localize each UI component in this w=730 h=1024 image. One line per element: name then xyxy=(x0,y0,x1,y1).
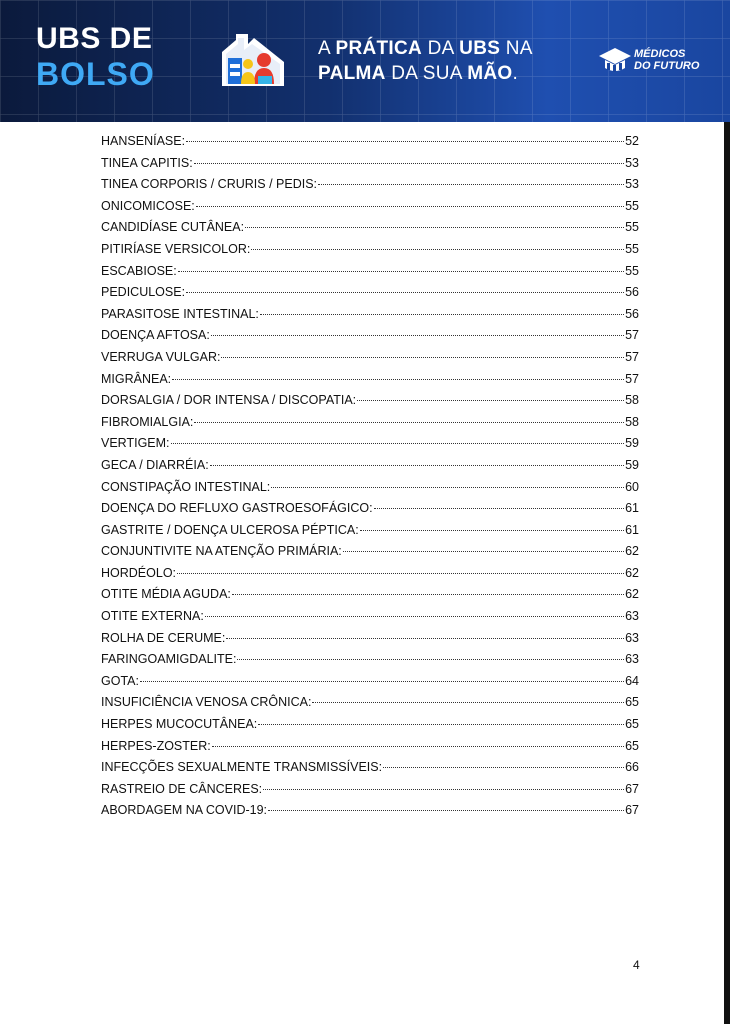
toc-entry-label: HERPES-ZOSTER: xyxy=(101,738,211,753)
toc-entry[interactable] xyxy=(101,199,639,221)
toc-entry-label: FIBROMIALGIA: xyxy=(101,414,194,429)
toc-entry[interactable] xyxy=(101,480,639,502)
toc-entry[interactable] xyxy=(101,177,639,199)
toc-entry[interactable] xyxy=(101,350,639,372)
toc-dot-leader xyxy=(251,248,624,250)
toc-entry-page: 52 xyxy=(625,134,639,148)
toc-entry-label: PEDICULOSE: xyxy=(101,285,186,300)
toc-entry[interactable] xyxy=(101,782,639,804)
toc-entry-page: 53 xyxy=(625,155,639,170)
toc-entry-label: FARINGOAMIGDALITE: xyxy=(101,652,237,667)
toc-dot-leader xyxy=(172,378,624,380)
toc-entry-page: 62 xyxy=(625,565,639,580)
toc-entry-page: 63 xyxy=(625,609,639,624)
toc-entry[interactable] xyxy=(101,501,639,523)
toc-entry[interactable] xyxy=(101,544,639,566)
toc-entry-label: DORSALGIA / DOR INTENSA / DISCOPATIA: xyxy=(101,393,357,408)
banner-tagline xyxy=(318,36,578,86)
brand-title xyxy=(36,22,155,92)
toc-dot-leader xyxy=(205,615,624,617)
toc-entry-label: MIGRÂNEA: xyxy=(101,371,172,386)
toc-entry-page: 55 xyxy=(625,241,639,256)
toc-entry-page: 55 xyxy=(625,220,639,235)
toc-entry-page: 64 xyxy=(625,673,639,688)
toc-dot-leader xyxy=(210,464,624,466)
toc-entry[interactable] xyxy=(101,566,639,588)
toc-entry-page: 53 xyxy=(625,177,639,192)
tagline-part: NA xyxy=(500,38,533,59)
toc-entry[interactable] xyxy=(101,739,639,761)
toc-dot-leader xyxy=(343,550,624,552)
toc-dot-leader xyxy=(360,529,624,531)
toc-entry[interactable] xyxy=(101,458,639,480)
toc-entry-page: 59 xyxy=(625,457,639,472)
toc-entry-page: 67 xyxy=(625,781,639,796)
toc-dot-leader xyxy=(212,745,624,747)
toc-dot-leader xyxy=(221,356,624,358)
toc-entry[interactable] xyxy=(101,674,639,696)
toc-entry-label: ROLHA DE CERUME: xyxy=(101,630,226,645)
toc-entry[interactable] xyxy=(101,695,639,717)
toc-entry[interactable] xyxy=(101,760,639,782)
toc-dot-leader xyxy=(211,334,624,336)
toc-dot-leader xyxy=(237,658,624,660)
toc-entry-label: HERPES MUCOCUTÂNEA: xyxy=(101,717,258,732)
toc-entry-page: 61 xyxy=(625,522,639,537)
tagline-part: A xyxy=(318,38,336,59)
toc-entry-page: 65 xyxy=(625,695,639,710)
toc-entry-page: 58 xyxy=(625,414,639,429)
toc-entry-label: ABORDAGEM NA COVID-19: xyxy=(101,803,268,818)
toc-entry-label: PITIRÍASE VERSICOLOR: xyxy=(101,241,251,256)
toc-dot-leader xyxy=(260,313,624,315)
toc-entry-page: 58 xyxy=(625,393,639,408)
toc-entry-page: 65 xyxy=(625,738,639,753)
toc-entry-label: TINEA CAPITIS: xyxy=(101,155,193,170)
toc-dot-leader xyxy=(194,421,624,423)
toc-dot-leader xyxy=(357,399,624,401)
toc-entry-page: 59 xyxy=(625,436,639,451)
toc-dot-leader xyxy=(263,788,624,790)
toc-entry-label: GECA / DIARRÉIA: xyxy=(101,457,209,472)
toc-dot-leader xyxy=(318,183,624,185)
toc-entry[interactable] xyxy=(101,436,639,458)
toc-entry-page: 57 xyxy=(625,328,639,343)
toc-entry[interactable] xyxy=(101,156,639,178)
toc-entry-label: GOTA: xyxy=(101,673,139,688)
toc-entry-page: 60 xyxy=(625,479,639,494)
toc-entry-label: GASTRITE / DOENÇA ULCEROSA PÉPTICA: xyxy=(101,522,359,537)
toc-dot-leader xyxy=(186,140,624,142)
toc-entry[interactable] xyxy=(101,264,639,286)
toc-dot-leader xyxy=(271,486,624,488)
toc-entry[interactable] xyxy=(101,372,639,394)
tagline-part: MÃO xyxy=(467,63,513,84)
toc-entry-page: 55 xyxy=(625,198,639,213)
toc-entry-label: OTITE EXTERNA: xyxy=(101,609,204,624)
partner-name xyxy=(634,48,699,72)
page-edge-bar xyxy=(724,122,730,1024)
toc-entry[interactable] xyxy=(101,307,639,329)
toc-entry-label: INSUFICIÊNCIA VENOSA CRÔNICA: xyxy=(101,695,312,710)
toc-entry[interactable] xyxy=(101,242,639,264)
graduation-cap-icon xyxy=(598,46,632,76)
toc-dot-leader xyxy=(196,205,624,207)
toc-dot-leader xyxy=(258,723,624,725)
brand-title-line2: BOLSO xyxy=(36,56,155,92)
toc-dot-leader xyxy=(383,766,624,768)
tagline-part: . xyxy=(512,63,519,84)
toc-entry-label: HORDÉOLO: xyxy=(101,565,177,580)
partner-name-line1: MÉDICOS xyxy=(634,48,686,60)
toc-dot-leader xyxy=(312,701,624,703)
toc-dot-leader xyxy=(232,593,624,595)
toc-entry-label: VERTIGEM: xyxy=(101,436,170,451)
toc-entry-page: 61 xyxy=(625,501,639,516)
toc-entry-page: 62 xyxy=(625,587,639,602)
toc-entry[interactable] xyxy=(101,393,639,415)
toc-entry-label: OTITE MÉDIA AGUDA: xyxy=(101,587,231,602)
toc-entry[interactable] xyxy=(101,285,639,307)
toc-dot-leader xyxy=(268,809,624,811)
tagline-part: DA SUA xyxy=(385,63,468,84)
toc-entry-page: 66 xyxy=(625,760,639,775)
toc-dot-leader xyxy=(374,507,625,509)
toc-entry-page: 63 xyxy=(625,652,639,667)
toc-entry-label: CANDIDÍASE CUTÂNEA: xyxy=(101,220,245,235)
toc-entry-label: DOENÇA AFTOSA: xyxy=(101,328,210,343)
toc-entry[interactable] xyxy=(101,134,639,156)
house-people-logo-icon xyxy=(218,30,288,90)
toc-entry[interactable] xyxy=(101,652,639,674)
toc-entry[interactable] xyxy=(101,631,639,653)
toc-entry-label: ESCABIOSE: xyxy=(101,263,177,278)
toc-entry-page: 55 xyxy=(625,263,639,278)
toc-entry[interactable] xyxy=(101,328,639,350)
toc-dot-leader xyxy=(194,162,624,164)
toc-entry-label: TINEA CORPORIS / CRURIS / PEDIS: xyxy=(101,177,318,192)
toc-entry-label: RASTREIO DE CÂNCERES: xyxy=(101,781,263,796)
tagline-part: PRÁTICA xyxy=(335,38,423,59)
tagline-part: DA xyxy=(422,38,460,59)
toc-entry-page: 56 xyxy=(625,285,639,300)
toc-entry-label: ONICOMICOSE: xyxy=(101,198,195,213)
toc-entry[interactable] xyxy=(101,587,639,609)
toc-dot-leader xyxy=(186,291,624,293)
toc-entry-label: HANSENÍASE: xyxy=(101,134,186,148)
toc-entry-page: 62 xyxy=(625,544,639,559)
toc-entry[interactable] xyxy=(101,803,639,825)
toc-entry[interactable] xyxy=(101,717,639,739)
toc-entry-page: 63 xyxy=(625,630,639,645)
brand-title-line1: UBS DE xyxy=(36,22,153,55)
toc-entry-label: CONSTIPAÇÃO INTESTINAL: xyxy=(101,479,271,494)
partner-logo xyxy=(598,44,708,78)
toc-entry-page: 57 xyxy=(625,371,639,386)
tagline-part: PALMA xyxy=(318,63,386,84)
tagline-part: UBS xyxy=(459,38,501,59)
toc-dot-leader xyxy=(177,572,624,574)
toc-entry-page: 65 xyxy=(625,717,639,732)
toc-entry-page: 67 xyxy=(625,803,639,818)
toc-dot-leader xyxy=(226,637,624,639)
toc-entry-label: INFECÇÕES SEXUALMENTE TRANSMISSÍVEIS: xyxy=(101,760,383,775)
toc-entry-page: 56 xyxy=(625,306,639,321)
toc-entry[interactable] xyxy=(101,609,639,631)
toc-entry-label: VERRUGA VULGAR: xyxy=(101,349,221,364)
page-number: 4 xyxy=(633,958,640,972)
toc-entry-label: PARASITOSE INTESTINAL: xyxy=(101,306,259,321)
toc-entry[interactable] xyxy=(101,415,639,437)
toc-entry[interactable] xyxy=(101,523,639,545)
partner-name-line2: DO FUTURO xyxy=(634,60,700,72)
toc-dot-leader xyxy=(140,680,624,682)
toc-entry-label: CONJUNTIVITE NA ATENÇÃO PRIMÁRIA: xyxy=(101,544,342,559)
toc-dot-leader xyxy=(178,270,624,272)
toc-entry-page: 57 xyxy=(625,349,639,364)
header-banner xyxy=(0,0,730,122)
toc-dot-leader xyxy=(171,442,625,444)
toc-entry[interactable] xyxy=(101,220,639,242)
table-of-contents xyxy=(101,134,639,825)
toc-entry-label: DOENÇA DO REFLUXO GASTROESOFÁGICO: xyxy=(101,501,373,516)
toc-dot-leader xyxy=(245,226,624,228)
